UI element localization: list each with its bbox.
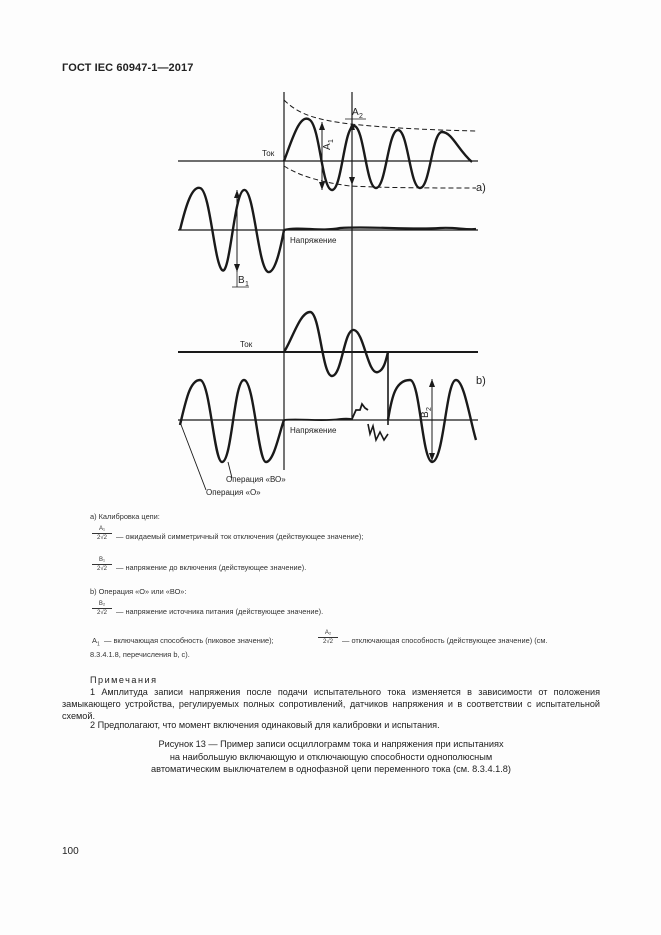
svg-text:2: 2 [426, 407, 433, 411]
label-B2: B [420, 411, 431, 418]
legend-a2-text: — отключающая способность (действующее значение) (см. [342, 636, 548, 645]
fraction-A1: $\frac{\text{A₁}}{2√2}$ [92, 525, 112, 543]
label-a: a) [476, 182, 486, 194]
svg-text:1: 1 [328, 139, 335, 143]
label-napryazhenie-b: Напряжение [290, 426, 337, 435]
svg-text:2: 2 [359, 113, 363, 120]
fraction-B1: $\frac{\text{B₁}}{2√2}$ [92, 556, 112, 574]
caption-line-1: Рисунок 13 — Пример записи осциллограмм тока и напряжения при испытаниях [158, 739, 504, 749]
label-A2: A [352, 107, 359, 118]
figure-caption [62, 738, 600, 776]
caption-line-3: автоматическим выключателем в однофазной цепи переменного тока (см. 8.3.4.1.8) [151, 764, 511, 774]
legend-b2-text: — напряжение источника питания (действующее значение). [116, 607, 324, 616]
legend-b-title: b) Операция «О» или «ВО»: [90, 587, 187, 596]
label-b: b) [476, 375, 486, 387]
document-header: ГОСТ IEC 60947-1—2017 [62, 62, 194, 74]
caption-line-2: на наибольшую включающую и отключающую способности однополюсным [169, 751, 493, 762]
voltage-transient-b [368, 424, 388, 440]
svg-text:1: 1 [245, 281, 249, 288]
legend-a2-text-cont: 8.3.4.1.8, перечисления b, c). [90, 650, 190, 659]
legend-b1-text: — напряжение до включения (действующее значение). [116, 563, 307, 572]
note-2: 2 Предполагают, что момент включения одинаковый для калибровки и испытания. [90, 720, 440, 730]
legend-a1-text: — ожидаемый симметричный ток отключения (действующее значение); [116, 532, 364, 541]
label-tok-b: Ток [240, 340, 253, 349]
page-number: 100 [62, 846, 79, 857]
voltage-ripple-b [284, 404, 368, 420]
fraction-B2: $\frac{\text{B₂}}{2√2}$ [92, 600, 112, 618]
note-1: 1 Амплитуда записи напряжения после подачи испытательного тока изменяется в зависимости от положения замыкающего устройства, регулируемых полных сопротивлений, датчиков напряжения и в соответствии с испытательной схемой. [62, 687, 600, 721]
label-B1: B [238, 275, 245, 286]
current-wave-b [284, 312, 388, 376]
notes-title: Примечания [90, 675, 158, 685]
label-napryazhenie-a: Напряжение [290, 236, 337, 245]
label-tok-a: Ток [262, 149, 275, 158]
fraction-A2: $\frac{\text{A₂}}{2√2}$ [318, 629, 338, 647]
legend-A1-symbol: $A_1$ [92, 636, 100, 648]
label-A1: A [322, 143, 333, 150]
label-op-o: Операция «О» [206, 488, 261, 497]
label-op-bo: Операция «ВО» [226, 475, 286, 484]
voltage-wave-b [180, 380, 284, 462]
current-wave-a [284, 119, 472, 190]
legend-a-title: а) Калибровка цепи: [90, 512, 160, 521]
legend-a1-peak-text: — включающая способность (пиковое значение); [104, 636, 274, 645]
